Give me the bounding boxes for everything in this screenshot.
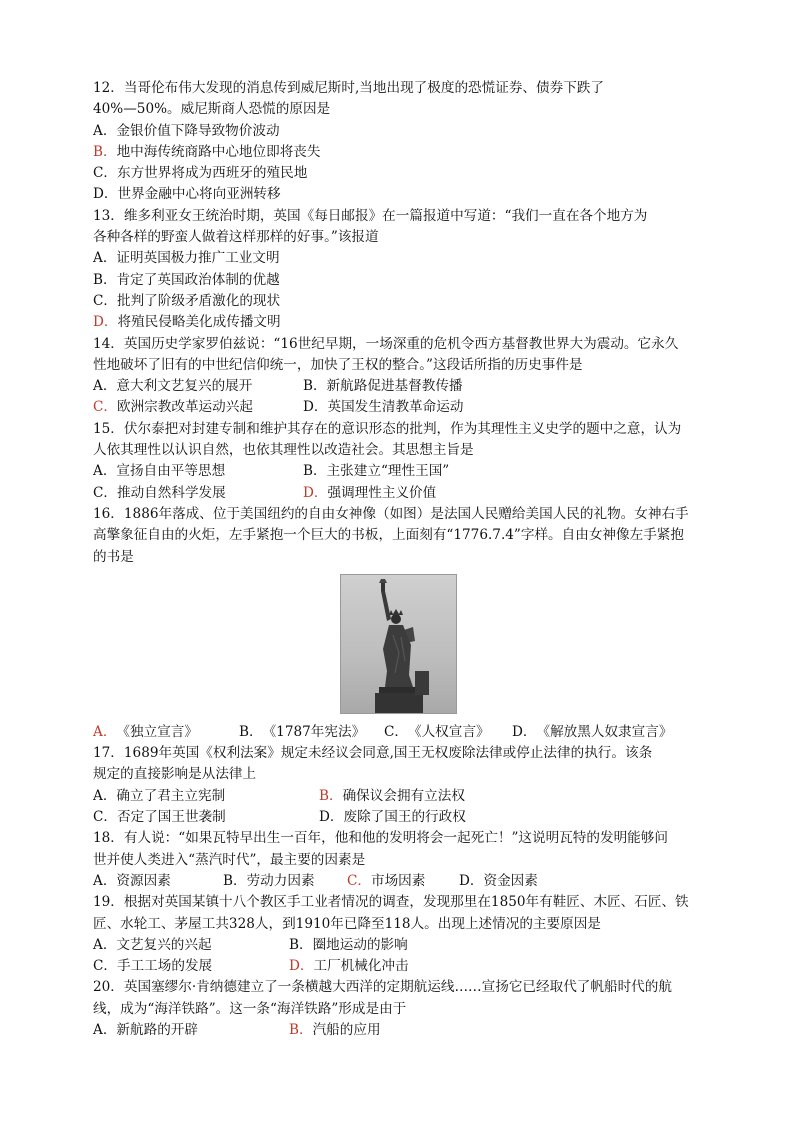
option-c (93, 956, 289, 977)
option-letter: D． (459, 872, 484, 889)
option-row (93, 483, 703, 504)
question-stem: 线，成为“海洋铁路”。这一条“海洋铁路”形成是由于 (93, 1000, 407, 1017)
question-stem: 规定的直接影响是从法律上 (93, 766, 257, 783)
option-letter: A． (93, 1021, 117, 1038)
option-letter: A． (93, 250, 117, 267)
option-letter: D． (93, 186, 118, 203)
option-text: 汽船的应用 (312, 1021, 381, 1038)
option-b (93, 142, 703, 163)
option-row (93, 935, 703, 956)
option-a (93, 935, 289, 956)
option-c (347, 871, 459, 892)
option-row (93, 397, 703, 418)
option-letter: C． (93, 399, 117, 416)
option-text: 文艺复兴的兴起 (116, 936, 212, 953)
question-stem: 18．有人说：“如果瓦特早出生一百年，他和他的发明将会一起死亡！”这说明瓦特的发明能够问 (93, 830, 668, 847)
question-stem: 13．维多利亚女王统治时期，英国《每日邮报》在一篇报道中写道：“我们一直在各个地方为 (93, 207, 648, 224)
option-letter: B． (93, 143, 117, 160)
option-text: 地中海传统商路中心地位即将丧失 (116, 143, 321, 160)
option-a (93, 786, 319, 807)
option-text: 新航路促进基督教传播 (326, 378, 463, 395)
option-b (93, 270, 703, 291)
option-letter: C． (93, 809, 117, 826)
question-15 (93, 419, 703, 504)
option-letter: D． (93, 314, 118, 331)
option-letter: A． (93, 378, 117, 395)
exam-page (93, 78, 703, 1041)
option-letter: C． (347, 872, 371, 889)
option-b (303, 461, 449, 482)
option-text: 世界金融中心将向亚洲转移 (117, 186, 281, 203)
option-a (93, 722, 239, 743)
option-text: 肯定了英国政治体制的优越 (116, 271, 280, 288)
option-letter: C． (93, 292, 117, 309)
option-text: 《独立宣言》 (116, 723, 198, 740)
option-b (319, 786, 465, 807)
option-letter: D． (303, 399, 328, 416)
question-stem: 12．当哥伦布伟大发现的消息传到威尼斯时,当地出现了极度的恐慌证券、债券下跌了 (93, 80, 604, 96)
option-c (384, 722, 512, 743)
option-row (93, 871, 703, 892)
option-text: 手工工场的发展 (117, 958, 213, 975)
option-text: 确立了君主立宪制 (116, 787, 226, 804)
option-b (239, 722, 384, 743)
question-stem: 匠、水轮工、茅屋工共328人，到1910年已降至118人。出现上述情况的主要原因是 (93, 915, 601, 932)
question-19 (93, 892, 703, 977)
question-stem: 性地破坏了旧有的中世纪信仰统一，加快了王权的整合。”这段话所指的历史事件是 (93, 356, 583, 373)
option-letter: D． (289, 958, 314, 975)
option-c (93, 163, 703, 184)
option-c (93, 807, 319, 828)
option-letter: A． (93, 463, 117, 480)
question-stem: 16．1886年落成、位于美国纽约的自由女神像（如图）是法国人民赠给美国人民的礼物。女神右手 (93, 505, 689, 522)
question-stem: 各种各样的野蛮人做着这样那样的好事。”该报道 (93, 229, 379, 246)
option-text: 欧洲宗教改革运动兴起 (117, 399, 253, 416)
option-text: 金银价值下降导致物价波动 (116, 122, 280, 139)
option-text: 宣扬自由平等思想 (116, 463, 226, 480)
option-text: 确保议会拥有立法权 (342, 787, 465, 804)
option-b (289, 1020, 381, 1041)
option-a (93, 871, 223, 892)
option-letter: B． (303, 463, 327, 480)
question-stem: 人依其理性以认识自然，也依其理性以改造社会。其思想主旨是 (93, 442, 474, 459)
option-letter: B． (223, 872, 247, 889)
option-d (289, 956, 409, 977)
question-stem: 20．英国塞缪尔·肯纳德建立了一条横越大西洋的定期航运线……宣扬它已经取代了帆船时代的航 (93, 979, 672, 996)
option-letter: B． (319, 787, 343, 804)
option-c (93, 291, 703, 312)
question-stem: 15．伏尔泰把对封建专制和维护其存在的意识形态的批判，作为其理性主义史学的题中之意，认为 (93, 420, 682, 437)
option-d (512, 722, 672, 743)
option-letter: D． (319, 809, 344, 826)
option-letter: C． (93, 165, 117, 182)
option-text: 废除了国王的行政权 (343, 809, 466, 826)
option-row (93, 956, 703, 977)
option-a (93, 461, 303, 482)
option-text: 《1787年宪法》 (262, 723, 366, 740)
option-text: 将殖民侵略美化成传播文明 (117, 314, 281, 331)
option-text: 圈地运动的影响 (312, 936, 408, 953)
option-letter: C． (93, 958, 117, 975)
figure (93, 574, 703, 714)
question-16 (93, 504, 703, 743)
option-letter: A． (93, 936, 117, 953)
question-stem: 世并使人类进入“蒸汽时代”，最主要的因素是 (93, 851, 366, 868)
option-letter: B． (289, 1021, 313, 1038)
option-d (319, 807, 466, 828)
option-row (93, 376, 703, 397)
option-row (93, 461, 703, 482)
option-letter: B． (303, 378, 327, 395)
statue-of-liberty-photo (340, 574, 457, 714)
question-stem: 17．1689年英国《权利法案》规定未经议会同意,国王无权废除法律或停止法律的执行。该条 (93, 745, 653, 762)
option-text: 英国发生清教革命运动 (327, 399, 464, 416)
option-text: 资源因素 (116, 872, 171, 889)
option-d (93, 184, 703, 205)
option-a (93, 1020, 289, 1041)
option-text: 市场因素 (371, 872, 426, 889)
option-text: 工厂机械化冲击 (313, 958, 409, 975)
question-stem: 的书是 (93, 548, 134, 565)
question-17 (93, 743, 703, 828)
question-stem: 高擎象征自由的火炬，左手紧抱一个巨大的书板，上面刻有“1776.7.4”字样。自由女神像左手紧抱 (93, 527, 684, 544)
question-13 (93, 206, 703, 334)
option-letter: C． (384, 723, 408, 740)
question-20 (93, 977, 703, 1041)
option-d (459, 871, 538, 892)
option-letter: B． (93, 271, 117, 288)
option-row (93, 1020, 703, 1041)
question-stem: 40%—50%。威尼斯商人恐慌的原因是 (93, 101, 331, 118)
option-d (303, 483, 436, 504)
option-letter: C． (93, 484, 117, 501)
option-text: 证明英国极力推广工业文明 (116, 250, 280, 267)
option-text: 否定了国王世袭制 (117, 809, 226, 826)
option-d (303, 397, 463, 418)
option-letter: B． (239, 723, 263, 740)
option-letter: B． (289, 936, 313, 953)
option-c (93, 483, 303, 504)
option-b (289, 935, 408, 956)
option-letter: D． (303, 484, 328, 501)
option-text: 《解放黑人奴隶宣言》 (536, 723, 673, 740)
option-text: 劳动力因素 (246, 872, 315, 889)
option-text: 主张建立“理性王国” (326, 463, 450, 480)
option-row (93, 786, 703, 807)
question-12 (93, 78, 703, 206)
option-text: 东方世界将成为西班牙的殖民地 (117, 165, 308, 182)
option-text: 强调理性主义价值 (327, 484, 437, 501)
question-stem: 14．英国历史学家罗伯兹说：“16世纪早期，一场深重的危机令西方基督教世界大为震动。它永久 (93, 335, 679, 352)
option-text: 意大利文艺复兴的展开 (116, 378, 253, 395)
option-a (93, 376, 303, 397)
option-d (93, 312, 703, 333)
option-a (93, 248, 703, 269)
option-row (93, 807, 703, 828)
option-text: 《人权宣言》 (408, 723, 490, 740)
statue-icon (341, 575, 456, 713)
question-stem: 19．根据对英国某镇十八个教区手工业者情况的调查，发现那里在1850年有鞋匠、木匠、石匠、铁 (93, 894, 689, 911)
option-letter: A． (93, 872, 117, 889)
option-a (93, 121, 703, 142)
option-letter: A． (93, 723, 117, 740)
question-18 (93, 828, 703, 892)
option-c (93, 397, 303, 418)
option-text: 批判了阶级矛盾激化的现状 (117, 292, 281, 309)
option-letter: D． (512, 723, 537, 740)
option-b (223, 871, 347, 892)
option-row (93, 722, 703, 743)
option-text: 推动自然科学发展 (117, 484, 226, 501)
option-text: 资金因素 (483, 872, 538, 889)
option-letter: A． (93, 787, 117, 804)
option-b (303, 376, 463, 397)
option-letter: A． (93, 122, 117, 139)
option-text: 新航路的开辟 (116, 1021, 198, 1038)
question-14 (93, 334, 703, 419)
